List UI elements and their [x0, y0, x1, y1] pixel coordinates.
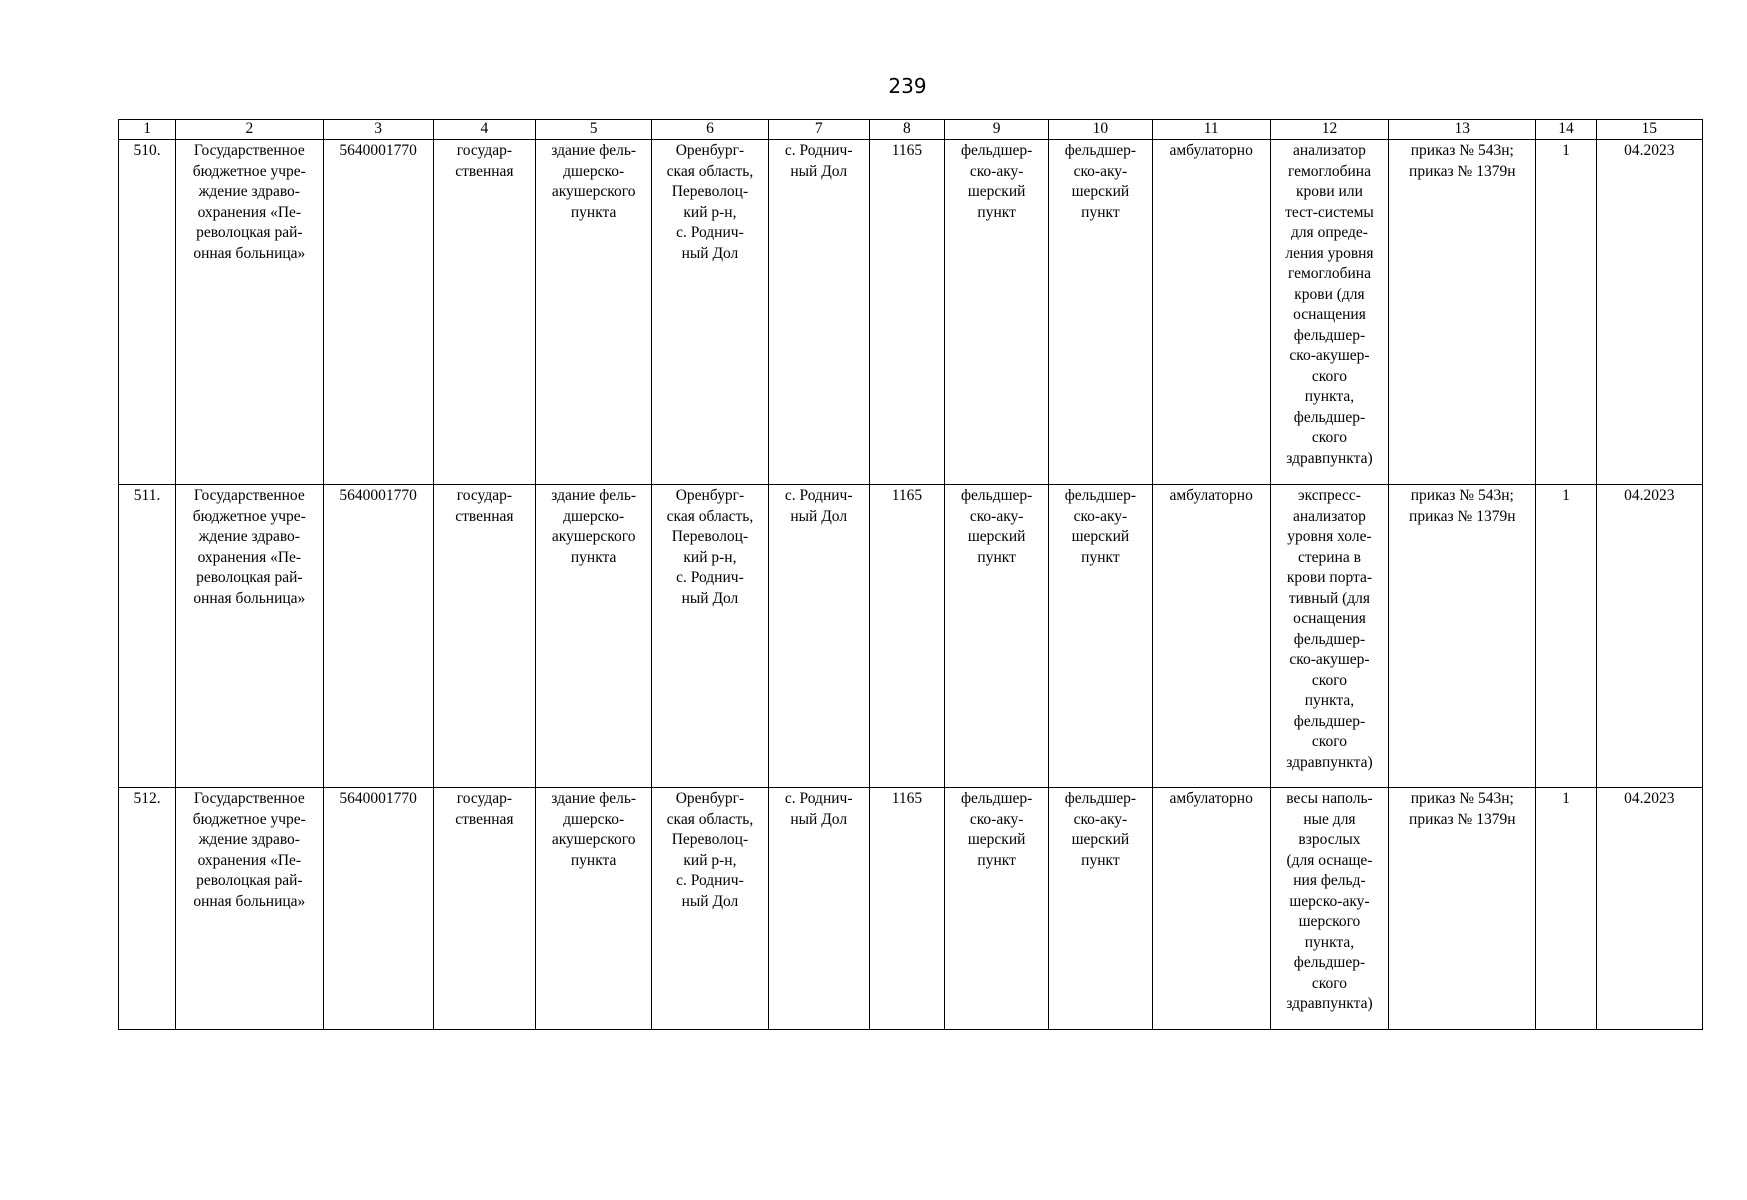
column-number: 4	[433, 120, 535, 140]
row-number: 510.	[119, 140, 176, 485]
organization-name: Государственное бюджетное учре- ждение здраво- охранения «Пе- револоцкая рай- онная больница»	[176, 788, 323, 1030]
building: здание фель- дшерско- акушерского пункта	[536, 140, 652, 485]
column-number: 10	[1049, 120, 1152, 140]
ownership-form: государ- ственная	[433, 485, 535, 788]
column-number: 11	[1152, 120, 1270, 140]
page-number: 239	[888, 74, 927, 98]
column-number: 6	[652, 120, 768, 140]
column-number: 2	[176, 120, 323, 140]
quantity: 1	[1536, 140, 1596, 485]
column-number: 14	[1536, 120, 1596, 140]
code: 1165	[869, 140, 944, 485]
address: Оренбург- ская область, Переволоц- кий р-н, с. Роднич- ный Дол	[652, 140, 768, 485]
address: Оренбург- ская область, Переволоц- кий р-н, с. Роднич- ный Дол	[652, 485, 768, 788]
date: 04.2023	[1596, 140, 1702, 485]
care-form: амбулаторно	[1152, 485, 1270, 788]
building: здание фель- дшерско- акушерского пункта	[536, 485, 652, 788]
equipment: экспресс- анализатор уровня холе- стерина в крови порта- тивный (для оснащения фельдшер- ско-акушер- ского пункта, фельдшер- ского здравпункта)	[1270, 485, 1388, 788]
table-row	[119, 788, 1703, 1030]
unit-name: фельдшер- ско-аку- шерский пункт	[1049, 140, 1152, 485]
equipment-registry-table	[118, 119, 1703, 1030]
address: Оренбург- ская область, Переволоц- кий р-н, с. Роднич- ный Дол	[652, 788, 768, 1030]
unit-type: фельдшер- ско-аку- шерский пункт	[945, 140, 1049, 485]
column-number: 15	[1596, 120, 1702, 140]
quantity: 1	[1536, 485, 1596, 788]
equipment: анализатор гемоглобина крови или тест-системы для опреде- ления уровня гемоглобина крови (для оснащения фельдшер- ско-акушер- ского пункта, фельдшер- ского здравпункта)	[1270, 140, 1388, 485]
ownership-form: государ- ственная	[433, 140, 535, 485]
column-number: 3	[323, 120, 433, 140]
code: 1165	[869, 788, 944, 1030]
date: 04.2023	[1596, 788, 1702, 1030]
orders: приказ № 543н; приказ № 1379н	[1389, 788, 1536, 1030]
date: 04.2023	[1596, 485, 1702, 788]
column-number: 8	[869, 120, 944, 140]
orders: приказ № 543н; приказ № 1379н	[1389, 140, 1536, 485]
column-number: 12	[1270, 120, 1388, 140]
quantity: 1	[1536, 788, 1596, 1030]
column-number: 7	[768, 120, 869, 140]
row-number: 511.	[119, 485, 176, 788]
code: 1165	[869, 485, 944, 788]
settlement: с. Роднич- ный Дол	[768, 485, 869, 788]
organization-name: Государственное бюджетное учре- ждение здраво- охранения «Пе- револоцкая рай- онная больница»	[176, 140, 323, 485]
column-number-header	[119, 120, 1703, 140]
row-number: 512.	[119, 788, 176, 1030]
inn: 5640001770	[323, 485, 433, 788]
table-row	[119, 140, 1703, 485]
building: здание фель- дшерско- акушерского пункта	[536, 788, 652, 1030]
column-number: 5	[536, 120, 652, 140]
equipment: весы наполь- ные для взрослых (для оснаще- ния фельд- шерско-аку- шерского пункта, фельдшер- ского здравпункта)	[1270, 788, 1388, 1030]
unit-name: фельдшер- ско-аку- шерский пункт	[1049, 788, 1152, 1030]
column-number: 13	[1389, 120, 1536, 140]
care-form: амбулаторно	[1152, 140, 1270, 485]
organization-name: Государственное бюджетное учре- ждение здраво- охранения «Пе- револоцкая рай- онная больница»	[176, 485, 323, 788]
unit-type: фельдшер- ско-аку- шерский пункт	[945, 485, 1049, 788]
care-form: амбулаторно	[1152, 788, 1270, 1030]
settlement: с. Роднич- ный Дол	[768, 788, 869, 1030]
column-number: 1	[119, 120, 176, 140]
unit-type: фельдшер- ско-аку- шерский пункт	[945, 788, 1049, 1030]
inn: 5640001770	[323, 788, 433, 1030]
inn: 5640001770	[323, 140, 433, 485]
table-row	[119, 485, 1703, 788]
unit-name: фельдшер- ско-аку- шерский пункт	[1049, 485, 1152, 788]
ownership-form: государ- ственная	[433, 788, 535, 1030]
orders: приказ № 543н; приказ № 1379н	[1389, 485, 1536, 788]
column-number: 9	[945, 120, 1049, 140]
settlement: с. Роднич- ный Дол	[768, 140, 869, 485]
